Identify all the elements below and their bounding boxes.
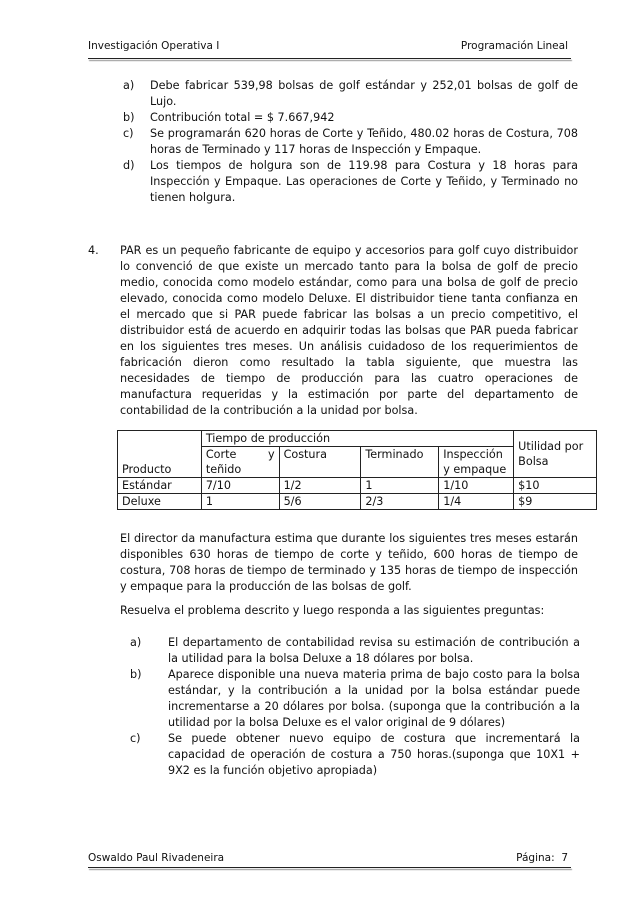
header-corte-tenido: teñido: [205, 463, 242, 476]
question-item: [130, 731, 580, 779]
question-text: Se puede obtener nuevo equipo de costura que incrementará la capacidad de operación de costura a 750 horas.(suponga que 10X1 + 9X2 es la función objetivo apropiada): [168, 732, 580, 777]
footer-rule: [88, 867, 571, 868]
header-costura: Costura: [279, 447, 361, 478]
question-text: El departamento de contabilidad revisa su estimación de contribución a la utilidad para la bolsa Deluxe a 18 dólares por bolsa.: [168, 636, 580, 665]
header-utilidad-line2: Bolsa: [518, 455, 549, 468]
table-row: [118, 478, 597, 494]
answer-list: [123, 78, 578, 206]
instructions-paragraph: Resuelva el problema descrito y luego responda a las siguientes preguntas:: [120, 604, 545, 617]
header-inspeccion-line1: Inspección: [443, 448, 503, 461]
answer-item: [123, 126, 578, 158]
question-marker: a): [130, 636, 142, 649]
answer-item: [123, 110, 578, 126]
header-rule: [88, 58, 571, 59]
question-item: [130, 635, 580, 667]
table-row: [118, 494, 597, 510]
footer-page-label: Página:: [516, 852, 555, 864]
cell-inspeccion: 1/4: [439, 494, 514, 510]
header-utilidad: [514, 431, 597, 478]
production-table: [117, 430, 597, 510]
header-corte-word: Corte: [205, 448, 237, 461]
header-corte-y: y: [267, 448, 275, 461]
problem-number: 4.: [88, 244, 99, 257]
answer-text: Contribución total = $ 7.667,942: [150, 111, 335, 124]
page-footer: [88, 852, 568, 868]
question-list: [130, 635, 580, 779]
answer-text: Se programarán 620 horas de Corte y Teñido, 480.02 horas de Costura, 708 horas de Terminado y 117 horas de Inspección y Empaque.: [150, 127, 578, 156]
problem-text: PAR es un pequeño fabricante de equipo y accesorios para golf cuyo distribuidor lo convenció de que existe un mercado tanto para la bolsa de golf de precio medio, conocida como modelo estándar, como para una bolsa de golf de precio elevado, conocida como modelo Deluxe. El distribuidor tiene tanta confianza en el mercado que si PAR puede fabricar las bolsas a un precio competitivo, el distribuidor está de acuerdo en adquirir todas las bolsas que PAR pueda fabricar en los siguientes tres meses. Un análisis cuidadoso de los requerimientos de fabricación dieron como resultado la tabla siguiente, que muestra las necesidades de tiempo de producción para las cuatro operaciones de manufactura requeridas y la estimación por parte del departamento de contabilidad de la contribución a la unidad por bolsa.: [120, 244, 578, 417]
problem-statement: [88, 243, 578, 419]
question-text: Aparece disponible una nueva materia prima de bajo costo para la bolsa estándar, y la contribución a la unidad por la bolsa estándar puede incrementarse a 20 dólares por bolsa. (suponga que la contribución a la utilidad por la bolsa Deluxe es el valor original de 9 dólares): [168, 668, 580, 729]
question-marker: b): [130, 668, 142, 681]
cell-costura: 1/2: [279, 478, 361, 494]
cell-costura: 5/6: [279, 494, 361, 510]
header-inspeccion: [439, 447, 514, 478]
cell-utilidad: $10: [514, 478, 597, 494]
table-header-row: [118, 431, 597, 447]
footer-page-number: 7: [561, 852, 568, 864]
production-table-wrapper: [117, 430, 597, 510]
answer-text: Los tiempos de holgura son de 119.98 para Costura y 18 horas para Inspección y Empaque. Las operaciones de Corte y Teñido, y Terminado no tienen holgura.: [150, 159, 578, 204]
header-inspeccion-line2: y empaque: [443, 463, 507, 476]
cell-terminado: 2/3: [361, 494, 439, 510]
header-utilidad-line1: Utilidad por: [518, 440, 584, 453]
cell-utilidad: $9: [514, 494, 597, 510]
capacity-paragraph: El director da manufactura estima que durante los siguientes tres meses estarán disponibles 630 horas de tiempo de corte y teñido, 600 horas de tiempo de costura, 708 horas de tiempo de terminado y 135 horas de tiempo de inspección y empaque para la producción de las bolsas de golf.: [120, 532, 578, 593]
answer-marker: b): [123, 111, 135, 124]
cell-corte: 1: [201, 494, 279, 510]
header-tiempo-produccion: Tiempo de producción: [201, 431, 513, 447]
footer-page: [516, 852, 568, 864]
answer-marker: d): [123, 159, 135, 172]
answer-marker: a): [123, 79, 135, 92]
footer-author: Oswaldo Paul Rivadeneira: [88, 852, 225, 864]
header-terminado: Terminado: [361, 447, 439, 478]
answer-marker: c): [123, 127, 134, 140]
header-producto: Producto: [118, 431, 202, 478]
cell-producto: Estándar: [118, 478, 202, 494]
cell-terminado: 1: [361, 478, 439, 494]
header-corte: [201, 447, 279, 478]
question-marker: c): [130, 732, 141, 745]
cell-inspeccion: 1/10: [439, 478, 514, 494]
cell-corte: 7/10: [201, 478, 279, 494]
header-topic-title: Programación Lineal: [460, 40, 568, 52]
question-item: [130, 667, 580, 731]
answer-text: Debe fabricar 539,98 bolsas de golf estándar y 252,01 bolsas de golf de Lujo.: [150, 79, 578, 108]
answer-item: [123, 78, 578, 110]
header-course-title: Investigación Operativa I: [88, 40, 220, 52]
page-header: [88, 40, 568, 56]
answer-item: [123, 158, 578, 206]
cell-producto: Deluxe: [118, 494, 202, 510]
